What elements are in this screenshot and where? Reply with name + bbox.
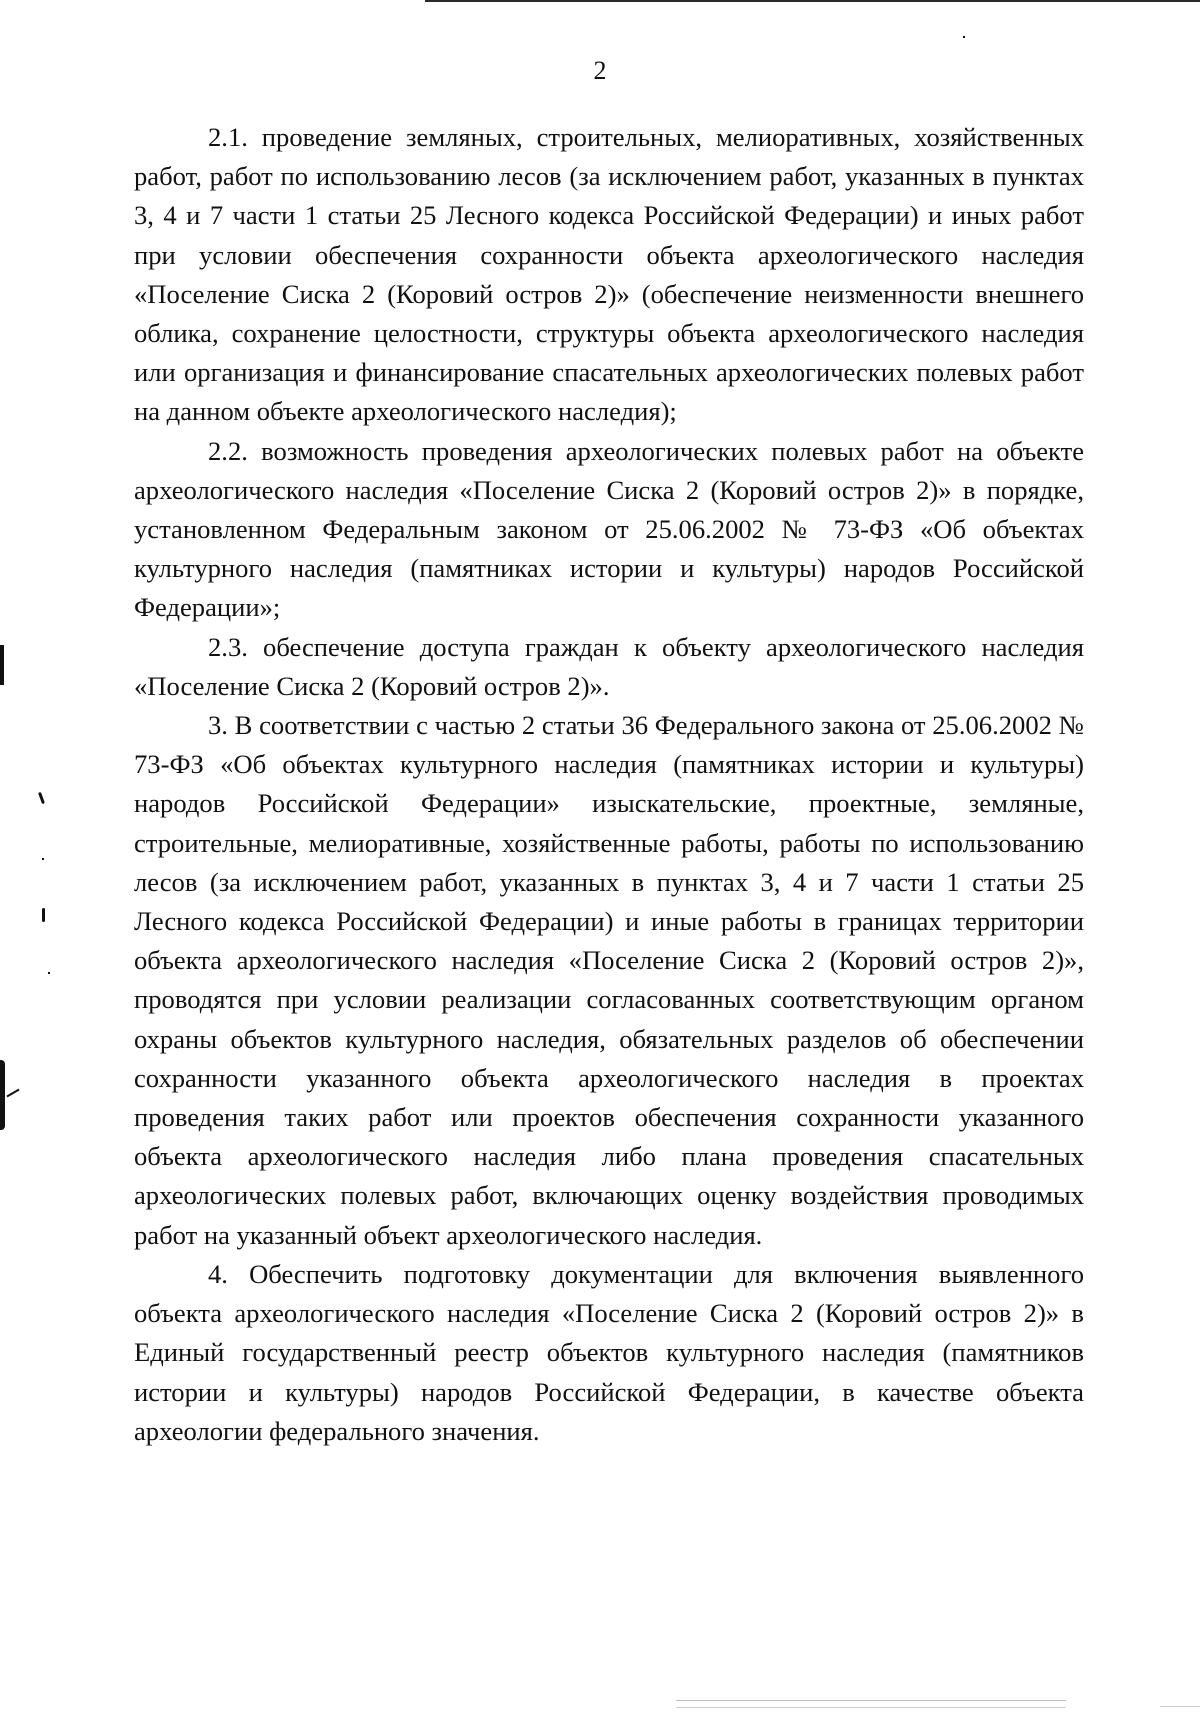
scan-artifact — [42, 858, 44, 860]
page-number: 2 — [593, 56, 607, 85]
paragraph-3: 3. В соответствии с частью 2 статьи 36 Федерального закона от 25.06.2002 № 73-ФЗ «Об объектах культурного наследия (памятниках истории и культуры) народов Российской Федерации» изыскательские, проектные, земляные, строительные, мелиоративные, хозяйственные работы, работы по использованию лесов (за исключением работ, указанных в пунктах 3, 4 и 7 части 1 статьи 25 Лесного кодекса Российской Федерации) и иные работы в границах территории объекта археологического наследия «Поселение Сиска 2 (Коровий остров 2)», проводятся при условии реализации согласованных соответствующим органом охраны объектов культурного наследия, обязательных разделов об обеспечении сохранности указанного объекта археологического наследия в проектах проведения таких работ или проектов обеспечения сохранности указанного объекта археологического наследия либо плана проведения спасательных археологических полевых работ, включающих оценку воздействия проводимых работ на указанный объект археологического наследия. — [134, 710, 1084, 1250]
scan-artifact — [42, 908, 45, 922]
scan-edge-bottom — [676, 1700, 1066, 1708]
scan-artifact — [38, 792, 45, 804]
document-body — [134, 118, 1084, 1451]
paragraph-2-1: 2.1. проведение земляных, строительных, мелиоративных, хозяйственных работ, работ по использованию лесов (за исключением работ, указанных в пунктах 3, 4 и 7 части 1 статьи 25 Лесного кодекса Российской Федерации) и иных работ при условии обеспечения сохранности объекта археологического наследия «Поселение Сиска 2 (Коровий остров 2)» (обеспечение неизменности внешнего облика, сохранение целостности, структуры объекта археологического наследия или организация и финансирование спасательных археологических полевых работ на данном объекте археологического наследия); — [134, 122, 1084, 427]
scan-artifact — [0, 645, 4, 685]
scan-artifact — [6, 1089, 19, 1098]
paragraph-4: 4. Обеспечить подготовку документации для включения выявленного объекта археологического наследия «Поселение Сиска 2 (Коровий остров 2)» в Единый государственный реестр объектов культурного наследия (памятников истории и культуры) народов Российской Федерации, в качестве объекта археологии федерального значения. — [134, 1258, 1084, 1446]
scan-edge-top — [425, 0, 1200, 2]
scan-artifact — [48, 972, 50, 974]
scan-artifact — [0, 1060, 5, 1130]
paragraph-2-2: 2.2. возможность проведения археологических полевых работ на объекте археологического наследия «Поселение Сиска 2 (Коровий остров 2)» в порядке, установленном Федеральным законом от 25.06.2002 № 73-ФЗ «Об объектах культурного наследия (памятниках истории и культуры) народов Российской Федерации»; — [134, 435, 1084, 623]
scan-artifact — [963, 36, 965, 38]
paragraph-2-3: 2.3. обеспечение доступа граждан к объекту археологического наследия «Поселение Сиска 2 (Коровий остров 2)». — [134, 631, 1084, 701]
